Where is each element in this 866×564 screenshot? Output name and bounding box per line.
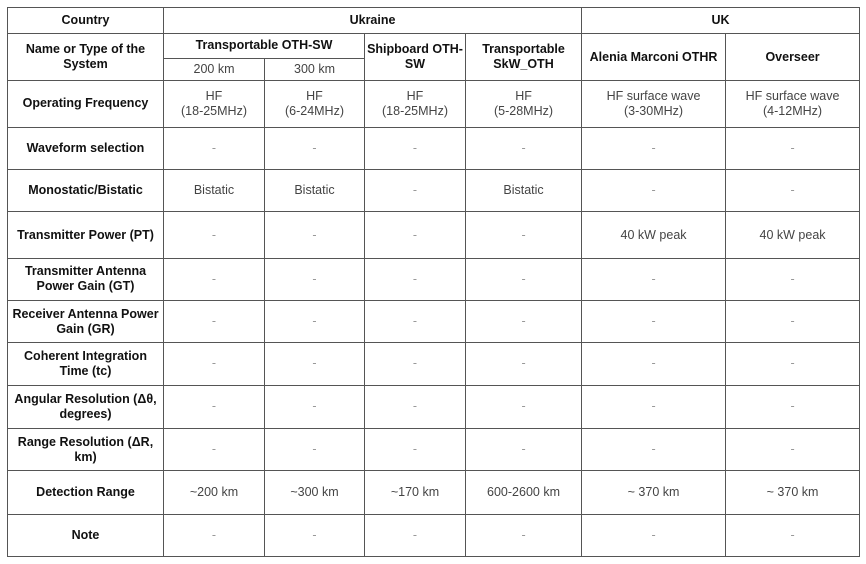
table-cell: - [365,428,466,470]
table-row [8,343,860,385]
table-cell: - [365,301,466,343]
overseer-header: Overseer [726,33,860,80]
table-cell: - [466,514,582,556]
table-cell: - [726,514,860,556]
row-label: Waveform selection [8,127,164,169]
table-row [8,212,860,258]
table-cell: ~ 370 km [726,471,860,514]
table-row [8,170,860,212]
table-cell: 40 kW peak [582,212,726,258]
table-cell: - [582,343,726,385]
range-300-header: 300 km [265,58,365,81]
table-cell: - [582,514,726,556]
cell-line: HF [515,88,532,103]
header-row-name [8,33,860,58]
ukraine-header: Ukraine [164,8,582,34]
shipboard-oth-sw-header: Shipboard OTH-SW [365,33,466,80]
transportable-oth-sw-header: Transportable OTH-SW [164,33,365,58]
cell-line: (4-12MHz) [763,103,823,118]
table-cell: - [582,258,726,300]
table-cell: - [265,212,365,258]
row-label: Range Resolution (ΔR, km) [8,428,164,470]
table-body [8,81,860,557]
table-cell: - [164,258,265,300]
table-cell: - [466,385,582,428]
table-cell: - [726,258,860,300]
table-cell: Bistatic [265,170,365,212]
table-cell: - [466,212,582,258]
transportable-skw-oth-header: Transportable SkW_OTH [466,33,582,80]
table-cell: - [582,428,726,470]
table-cell [164,81,265,127]
cell-line: (18-25MHz) [382,103,448,118]
table-cell: - [726,343,860,385]
table-row [8,428,860,470]
table-cell: - [164,212,265,258]
row-label: Receiver Antenna Power Gain (GR) [8,301,164,343]
table-cell: - [265,301,365,343]
table-cell [365,81,466,127]
table-cell [582,81,726,127]
table-cell [265,81,365,127]
row-label: Note [8,514,164,556]
table-cell: - [365,514,466,556]
cell-line: (3-30MHz) [624,103,684,118]
table-cell: - [466,301,582,343]
country-header: Country [8,8,164,34]
uk-header: UK [582,8,860,34]
table-cell: - [164,514,265,556]
range-200-header: 200 km [164,58,265,81]
table-cell: ~200 km [164,471,265,514]
row-label: Transmitter Power (PT) [8,212,164,258]
cell-line: HF [306,88,323,103]
cell-line: HF [406,88,424,103]
row-label: Detection Range [8,471,164,514]
cell-line: (6-24MHz) [284,103,345,118]
table-cell: - [466,258,582,300]
table-row [8,385,860,428]
table-cell: - [265,514,365,556]
cell-line: (5-28MHz) [494,103,554,118]
table-cell: - [164,385,265,428]
table-cell: - [466,127,582,169]
name-header: Name or Type of the System [8,33,164,80]
table-row [8,81,860,127]
table-cell: - [726,301,860,343]
table-cell: 40 kW peak [726,212,860,258]
table-cell: - [365,258,466,300]
table-cell: Bistatic [466,170,582,212]
row-label: Monostatic/Bistatic [8,170,164,212]
table-cell: - [726,385,860,428]
table-cell: ~170 km [365,471,466,514]
alenia-marconi-othr-header: Alenia Marconi OTHR [582,33,726,80]
cell-line: HF surface wave [606,88,701,103]
radar-systems-table [7,7,860,557]
table-cell: - [164,428,265,470]
table-cell: - [726,170,860,212]
cell-line: (18-25MHz) [181,103,247,118]
table-row [8,471,860,514]
cell-line: HF [205,88,223,103]
table-cell [466,81,582,127]
table-cell: - [365,212,466,258]
table-cell: - [726,127,860,169]
table-cell: - [582,127,726,169]
table-row [8,301,860,343]
table-row [8,258,860,300]
table-cell: - [466,428,582,470]
table-cell: - [582,170,726,212]
header-row-country [8,8,860,34]
table-cell: 600-2600 km [466,471,582,514]
row-label: Operating Frequency [8,81,164,127]
table-cell: - [466,343,582,385]
table-cell: - [265,258,365,300]
table-cell: - [365,385,466,428]
row-label: Angular Resolution (Δθ, degrees) [8,385,164,428]
table-cell: - [265,428,365,470]
table-cell [726,81,860,127]
table-cell: - [365,170,466,212]
table-cell: - [164,127,265,169]
table-cell: - [265,127,365,169]
table-cell: - [164,343,265,385]
table-cell: ~300 km [265,471,365,514]
table-cell: - [265,385,365,428]
table-row [8,514,860,556]
table-cell: - [265,343,365,385]
table-cell: - [726,428,860,470]
table-cell: - [365,127,466,169]
table-cell: - [582,301,726,343]
table-cell: Bistatic [164,170,265,212]
row-label: Coherent Integration Time (tc) [8,343,164,385]
table-cell: ~ 370 km [582,471,726,514]
table-cell: - [365,343,466,385]
table-cell: - [164,301,265,343]
table-cell: - [582,385,726,428]
table-row [8,127,860,169]
cell-line: HF surface wave [745,88,840,103]
row-label: Transmitter Antenna Power Gain (GT) [8,258,164,300]
